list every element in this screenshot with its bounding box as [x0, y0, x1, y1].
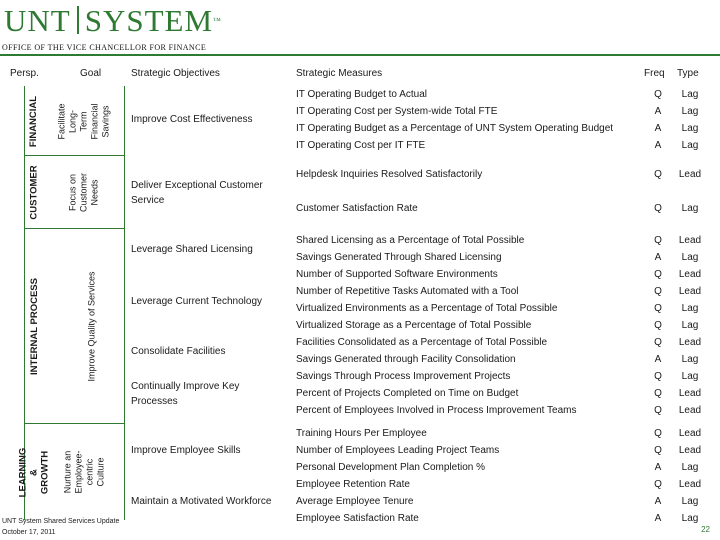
- measure-text: Facilities Consolidated as a Percentage of Total Possible: [296, 337, 548, 348]
- objective-cost-effectiveness: Improve Cost Effectiveness: [131, 114, 253, 125]
- measure-type: Lag: [681, 203, 699, 214]
- measure-text: Savings Generated through Facility Consolidation: [296, 354, 516, 365]
- objective-shared-licensing: Leverage Shared Licensing: [131, 244, 253, 255]
- header-rule: [0, 54, 720, 56]
- measure-text: Percent of Employees Involved in Process Improvement Teams: [296, 405, 577, 416]
- measure-freq: Q: [654, 388, 662, 399]
- measure-text: Employee Retention Rate: [296, 479, 410, 490]
- objective-consolidate-facilities: Consolidate Facilities: [131, 346, 226, 357]
- measure-type: Lag: [681, 320, 699, 331]
- measure-type: Lag: [681, 140, 699, 151]
- logo-separator: [77, 6, 79, 34]
- perspective-learning-growth: LEARNING & GROWTH: [17, 447, 51, 497]
- goal-learning-growth: Nurture an Employee-centric Culture: [62, 450, 106, 494]
- measure-freq: Q: [654, 286, 662, 297]
- goal-internal-process: Improve Quality of Services: [86, 270, 97, 382]
- measure-text: Employee Satisfaction Rate: [296, 513, 419, 524]
- measure-freq: Q: [654, 203, 662, 214]
- measure-freq: Q: [654, 169, 662, 180]
- measure-freq: A: [654, 513, 662, 524]
- measure-text: Savings Through Process Improvement Projects: [296, 371, 511, 382]
- perspective-customer: CUSTOMER: [28, 164, 40, 220]
- objective-improve-processes: Continually Improve Key Processes: [131, 381, 240, 407]
- measure-freq: A: [654, 354, 662, 365]
- measure-freq: A: [654, 106, 662, 117]
- measure-freq: A: [654, 123, 662, 134]
- measure-type: Lead: [678, 169, 702, 180]
- measure-freq: Q: [654, 428, 662, 439]
- measure-type: Lead: [678, 269, 702, 280]
- goal-financial: Facilitate Long-Term Financial Savings: [56, 102, 111, 140]
- goal-divider: [124, 86, 125, 520]
- measure-type: Lag: [681, 106, 699, 117]
- col-header-goal: Goal: [80, 68, 102, 79]
- measure-type: Lag: [681, 252, 699, 263]
- col-header-objective: Strategic Objectives: [131, 68, 220, 79]
- col-header-freq: Freq: [644, 68, 665, 79]
- measure-freq: Q: [654, 445, 662, 456]
- measure-text: IT Operating Budget as a Percentage of UNT System Operating Budget: [296, 123, 614, 134]
- objective-motivated-workforce: Maintain a Motivated Workforce: [131, 496, 272, 507]
- measure-freq: A: [654, 252, 662, 263]
- measure-text: Training Hours Per Employee: [296, 428, 427, 439]
- measure-freq: Q: [654, 303, 662, 314]
- measure-text: Personal Development Plan Completion %: [296, 462, 485, 473]
- unt-system-logo: [4, 2, 222, 40]
- measure-type: Lead: [678, 337, 702, 348]
- col-header-persp: Persp.: [10, 68, 39, 79]
- objective-customer-service: Deliver Exceptional Customer Service: [131, 180, 263, 206]
- perspective-internal-process: INTERNAL PROCESS: [28, 277, 40, 375]
- measure-freq: A: [654, 140, 662, 151]
- measure-type: Lag: [681, 496, 699, 507]
- measure-type: Lead: [678, 428, 702, 439]
- measure-type: Lead: [678, 235, 702, 246]
- trademark-mark: ™: [213, 16, 222, 25]
- measure-type: Lag: [681, 462, 699, 473]
- measure-text: Customer Satisfaction Rate: [296, 203, 418, 214]
- measure-freq: Q: [654, 405, 662, 416]
- footer-title: UNT System Shared Services Update: [2, 518, 120, 525]
- page-number: 22: [701, 525, 710, 534]
- measure-freq: Q: [654, 479, 662, 490]
- measure-text: Virtualized Storage as a Percentage of Total Possible: [296, 320, 532, 331]
- measure-freq: Q: [654, 235, 662, 246]
- measure-type: Lead: [678, 286, 702, 297]
- logo-system: SYSTEM: [84, 3, 214, 38]
- measure-type: Lead: [678, 479, 702, 490]
- measure-type: Lead: [678, 445, 702, 456]
- measure-type: Lag: [681, 123, 699, 134]
- measure-freq: Q: [654, 337, 662, 348]
- objective-employee-skills: Improve Employee Skills: [131, 445, 241, 456]
- footer-date: October 17, 2011: [2, 529, 56, 536]
- measure-text: Number of Supported Software Environments: [296, 269, 498, 280]
- measure-text: Number of Repetitive Tasks Automated with a Tool: [296, 286, 519, 297]
- measure-type: Lag: [681, 371, 699, 382]
- measure-freq: Q: [654, 89, 662, 100]
- measure-type: Lag: [681, 513, 699, 524]
- measure-text: Virtualized Environments as a Percentage of Total Possible: [296, 303, 558, 314]
- measure-type: Lag: [681, 354, 699, 365]
- measure-text: Savings Generated Through Shared Licensing: [296, 252, 502, 263]
- office-title: OFFICE OF THE VICE CHANCELLOR FOR FINANCE: [2, 43, 207, 52]
- goal-customer: Focus on Customer Needs: [67, 172, 100, 212]
- measure-type: Lead: [678, 405, 702, 416]
- measure-text: Helpdesk Inquiries Resolved Satisfactorily: [296, 169, 483, 180]
- measure-text: IT Operating Cost per System-wide Total FTE: [296, 106, 498, 117]
- measure-freq: Q: [654, 320, 662, 331]
- measure-text: Number of Employees Leading Project Teams: [296, 445, 500, 456]
- measure-freq: A: [654, 462, 662, 473]
- measure-type: Lag: [681, 303, 699, 314]
- measure-text: Shared Licensing as a Percentage of Total Possible: [296, 235, 525, 246]
- measure-freq: Q: [654, 269, 662, 280]
- measure-text: Average Employee Tenure: [296, 496, 414, 507]
- measure-freq: A: [654, 496, 662, 507]
- measure-type: Lead: [678, 388, 702, 399]
- measure-text: IT Operating Cost per IT FTE: [296, 140, 426, 151]
- col-header-measures: Strategic Measures: [296, 68, 383, 79]
- logo-unt: UNT: [4, 3, 71, 38]
- measure-text: Percent of Projects Completed on Time on Budget: [296, 388, 519, 399]
- perspective-financial: FINANCIAL: [28, 95, 40, 147]
- col-header-type: Type: [677, 68, 699, 79]
- measure-type: Lag: [681, 89, 699, 100]
- objective-current-technology: Leverage Current Technology: [131, 296, 263, 307]
- measure-freq: Q: [654, 371, 662, 382]
- measure-text: IT Operating Budget to Actual: [296, 89, 428, 100]
